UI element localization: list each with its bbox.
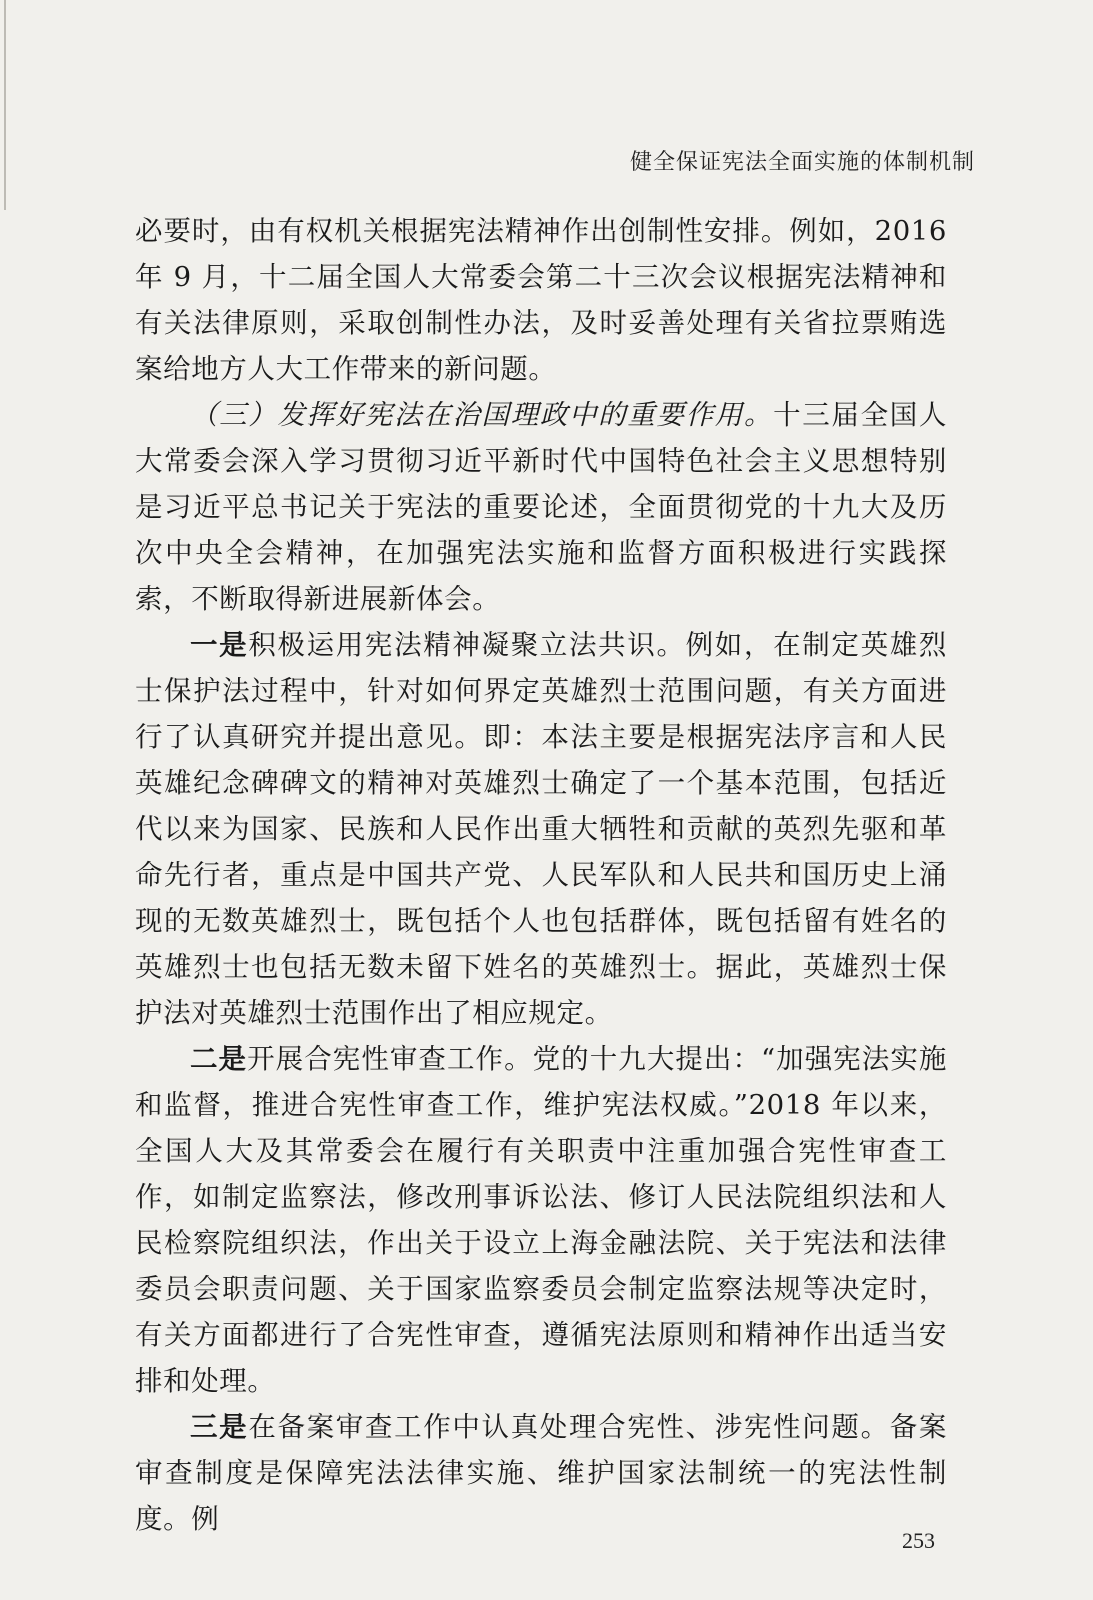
page-edge-shadow <box>4 0 6 210</box>
point-one-lead: 一是 <box>190 629 249 661</box>
paragraph-2 <box>135 392 947 622</box>
paragraph-3-body: 积极运用宪法精神凝聚立法共识。例如，在制定英雄烈士保护法过程中，针对如何界定英雄烈士范围问题，有关方面进行了认真研究并提出意见。即：本法主要是根据宪法序言和人民英雄纪念碑碑文的精神对英雄烈士确定了一个基本范围，包括近代以来为国家、民族和人民作出重大牺牲和贡献的英烈先驱和革命先行者，重点是中国共产党、人民军队和人民共和国历史上涌现的无数英雄烈士，既包括个人也包括群体，既包括留有姓名的英雄烈士也包括无数未留下姓名的英雄烈士。据此，英雄烈士保护法对英雄烈士范围作出了相应规定。 <box>135 629 947 1029</box>
page-number: 253 <box>902 1528 935 1553</box>
paragraph-4 <box>135 1036 947 1404</box>
running-header: 健全保证宪法全面实施的体制机制 <box>629 150 975 175</box>
paragraph-5 <box>135 1404 947 1542</box>
paragraph-3 <box>135 622 947 1036</box>
point-two-lead: 二是 <box>190 1043 248 1075</box>
paragraph-2-body: 十三届全国人大常委会深入学习贯彻习近平新时代中国特色社会主义思想特别是习近平总书记关于宪法的重要论述，全面贯彻党的十九大及历次中央全会精神，在加强宪法实施和监督方面积极进行实践探索，不断取得新进展新体会。 <box>135 399 948 615</box>
paragraph-5-body: 在备案审查工作中认真处理合宪性、涉宪性问题。备案审查制度是保障宪法法律实施、维护国家法制统一的宪法性制度。例 <box>135 1411 947 1535</box>
paragraph-4-body: 开展合宪性审查工作。党的十九大提出：“加强宪法实施和监督，推进合宪性审查工作，维护宪法权威。”2018 年以来，全国人大及其常委会在履行有关职责中注重加强合宪性审查工作，如制定监察法，修改刑事诉讼法、修订人民法院组织法和人民检察院组织法，作出关于设立上海金融法院、关于宪法和法律委员会职责问题、关于国家监察委员会制定监察法规等决定时，有关方面都进行了合宪性审查，遵循宪法原则和精神作出适当安排和处理。 <box>135 1043 947 1397</box>
point-three-lead: 三是 <box>190 1411 249 1443</box>
section-heading: （三）发挥好宪法在治国理政中的重要作用。 <box>190 399 774 431</box>
body-text <box>135 208 947 1542</box>
paragraph-1: 必要时，由有权机关根据宪法精神作出创制性安排。例如，2016 年 9 月，十二届全国人大常委会第二十三次会议根据宪法精神和有关法律原则，采取创制性办法，及时妥善处理有关省拉票贿选案给地方人大工作带来的新问题。 <box>135 215 947 385</box>
